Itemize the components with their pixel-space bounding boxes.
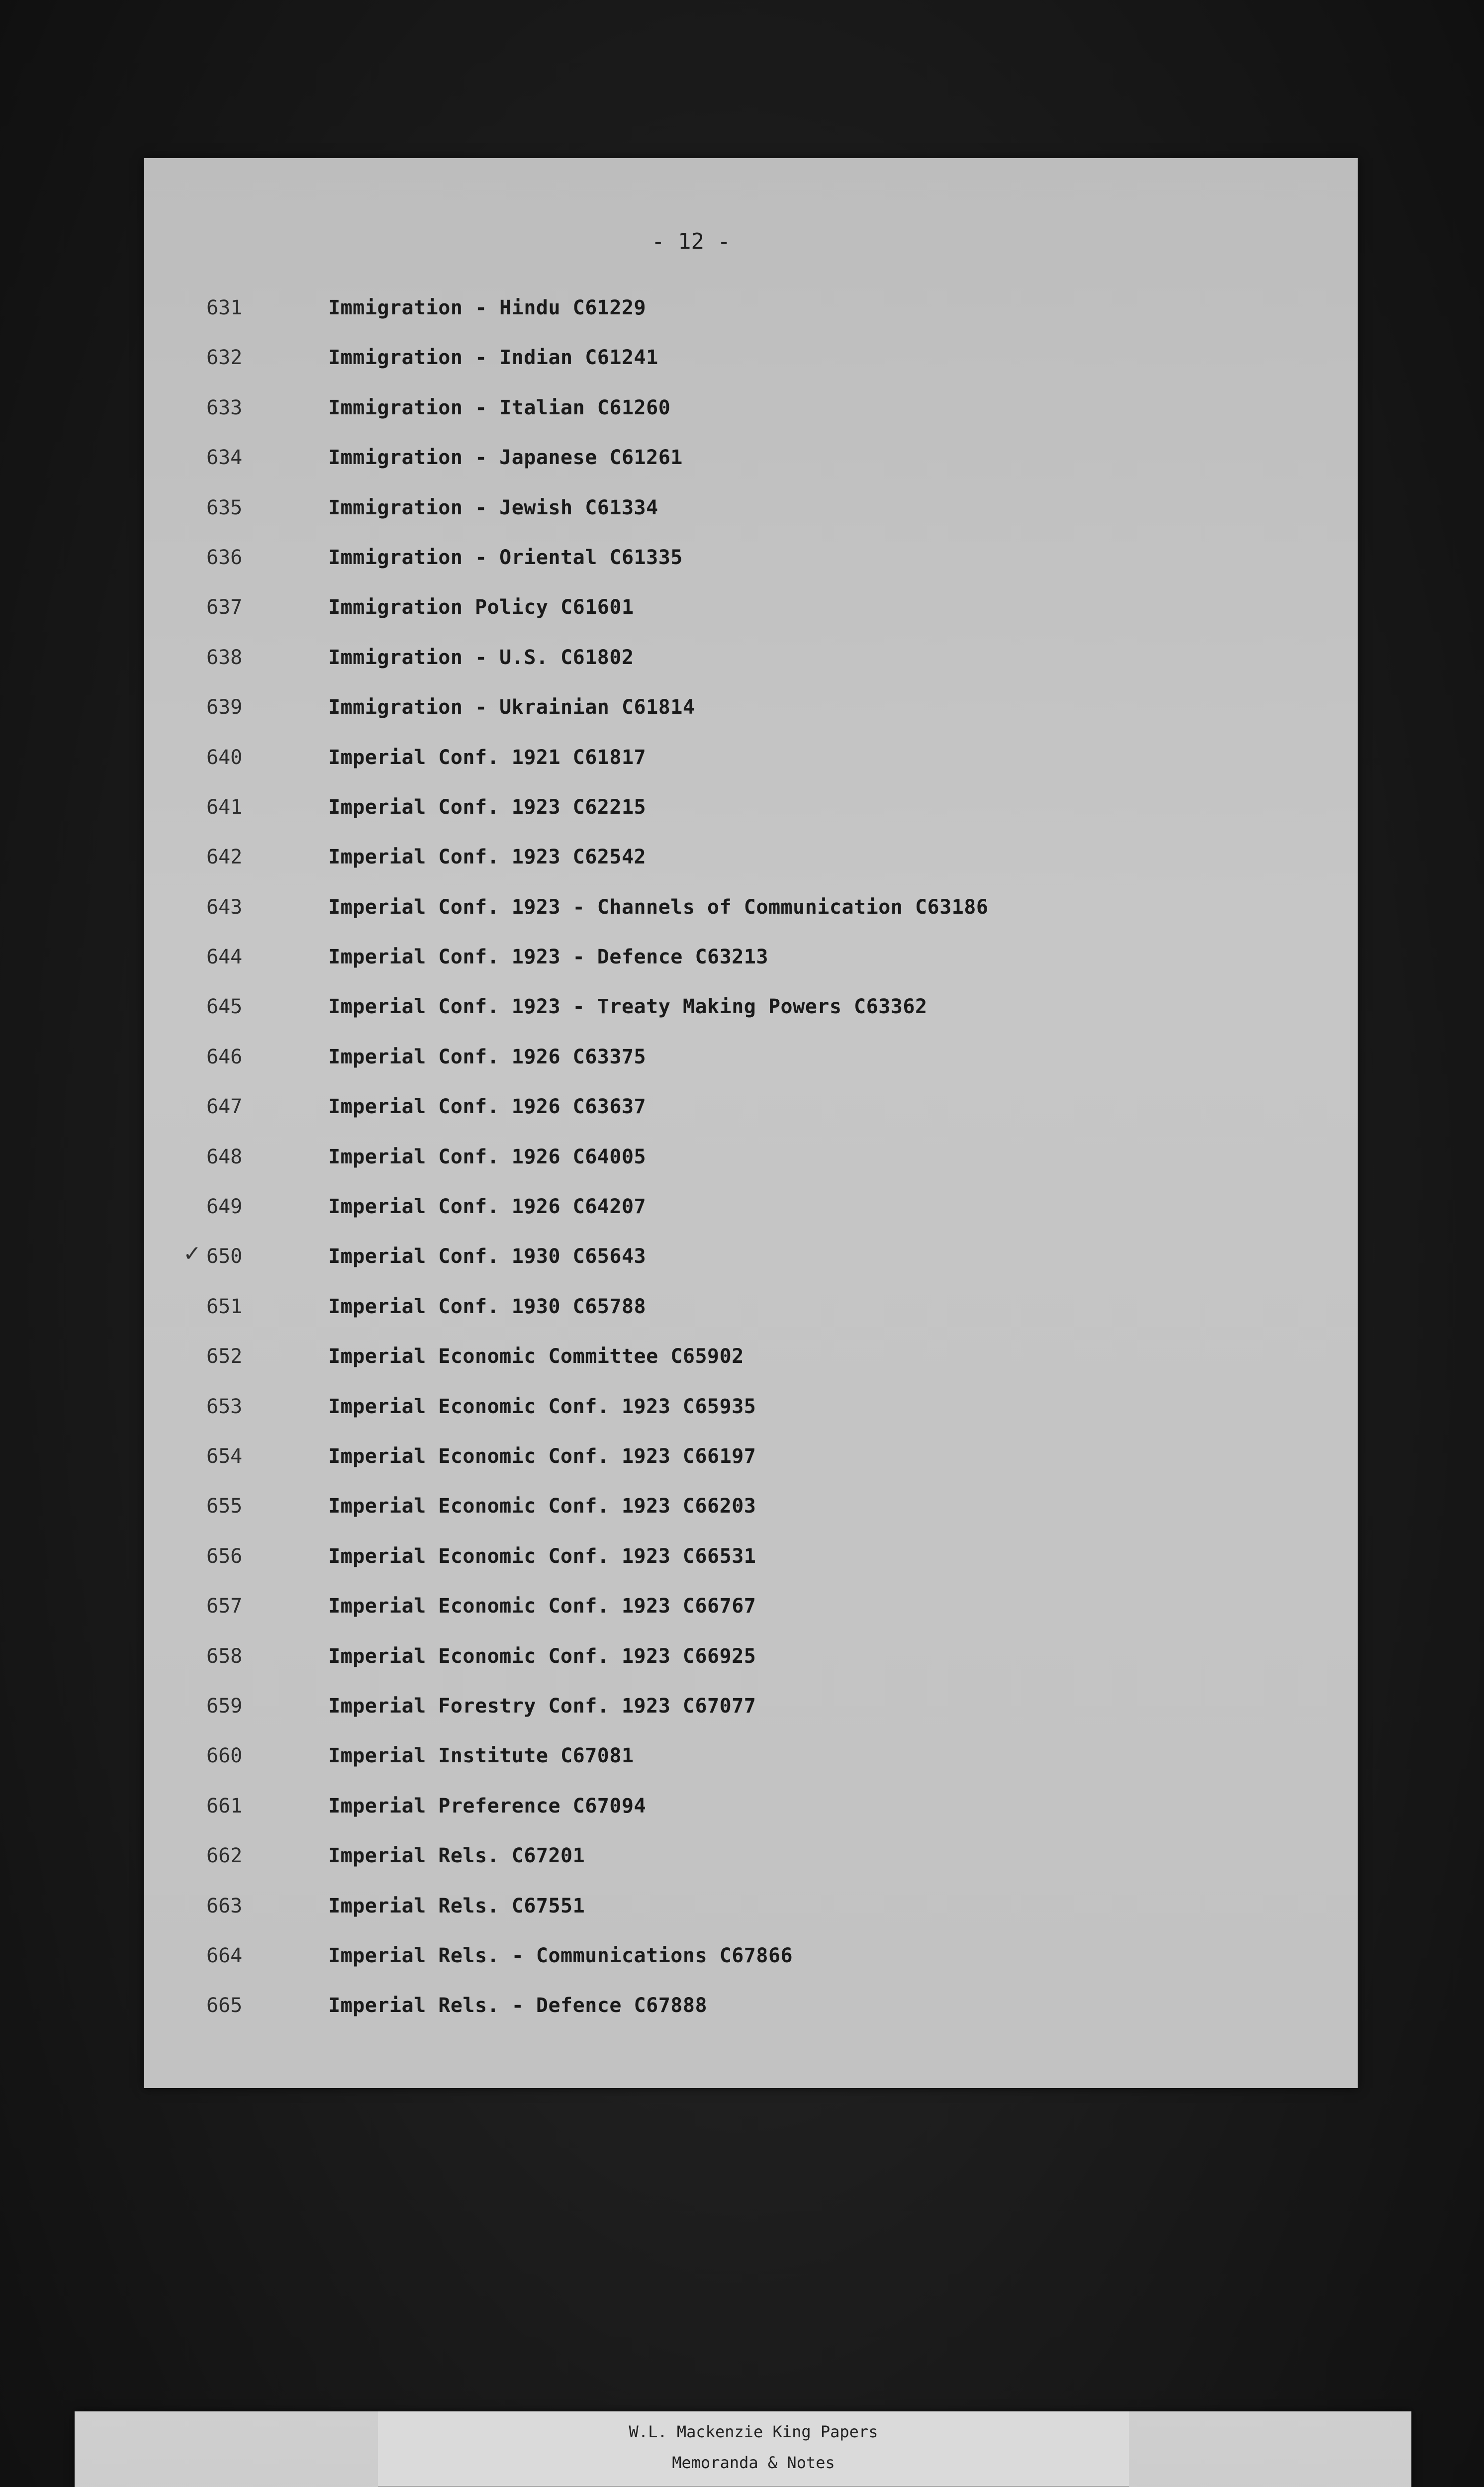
entry-number: 642 xyxy=(206,846,243,869)
entry-text: Imperial Economic Conf. 1923 C66925 xyxy=(328,1644,756,1668)
entry-number: 664 xyxy=(206,1944,243,1967)
entry-text: Imperial Economic Committee C65902 xyxy=(328,1345,744,1368)
entry-text: Imperial Conf. 1926 C64005 xyxy=(328,1145,647,1168)
archives-label-card xyxy=(75,2411,1411,2487)
entry-number: 632 xyxy=(206,346,243,370)
check-mark-icon: ✓ xyxy=(183,1241,201,1267)
list-item xyxy=(144,841,1358,890)
entry-number: 652 xyxy=(206,1345,243,1368)
entry-text: Imperial Conf. 1921 C61817 xyxy=(328,746,647,769)
list-item xyxy=(144,1590,1358,1639)
list-item xyxy=(144,891,1358,941)
entry-number: 662 xyxy=(206,1844,243,1868)
entry-text: Imperial Rels. - Communications C67866 xyxy=(328,1944,793,1967)
entry-number: 631 xyxy=(206,296,243,319)
entry-number: 640 xyxy=(206,746,243,769)
list-item xyxy=(144,1690,1358,1739)
list-item xyxy=(144,741,1358,791)
entry-text: Imperial Conf. 1930 C65643 xyxy=(328,1245,647,1268)
entry-text: Imperial Economic Conf. 1923 C66197 xyxy=(328,1444,756,1468)
list-item xyxy=(144,1240,1358,1290)
entry-text: Imperial Conf. 1923 - Treaty Making Powers C63362 xyxy=(328,995,928,1019)
list-item xyxy=(144,341,1358,391)
entry-text: Immigration - Ukrainian C61814 xyxy=(328,696,695,719)
list-item xyxy=(144,441,1358,491)
entry-text: Imperial Rels. C67201 xyxy=(328,1844,585,1868)
entry-text: Immigration - Jewish C61334 xyxy=(328,496,658,519)
entry-text: Imperial Conf. 1923 C62542 xyxy=(328,846,647,869)
entry-text: Imperial Economic Conf. 1923 C66767 xyxy=(328,1595,756,1618)
entry-number: 657 xyxy=(206,1595,243,1618)
entry-number: 648 xyxy=(206,1145,243,1168)
series-name: Memoranda & Notes xyxy=(672,2453,835,2472)
entry-text: Immigration - Indian C61241 xyxy=(328,346,658,370)
entry-number: 646 xyxy=(206,1045,243,1068)
entry-text: Imperial Institute C67081 xyxy=(328,1744,634,1768)
entry-number: 643 xyxy=(206,895,243,919)
entry-number: 663 xyxy=(206,1894,243,1917)
entry-text: Imperial Economic Conf. 1923 C66531 xyxy=(328,1544,756,1568)
list-item xyxy=(144,1141,1358,1190)
list-item xyxy=(144,1490,1358,1539)
entry-number: 635 xyxy=(206,496,243,519)
entry-number: 637 xyxy=(206,596,243,619)
entry-text: Immigration - Italian C61260 xyxy=(328,396,671,419)
entry-text: Imperial Conf. 1926 C63375 xyxy=(328,1045,647,1068)
list-item xyxy=(144,491,1358,541)
list-item xyxy=(144,1290,1358,1340)
list-item xyxy=(144,591,1358,641)
entry-number: 633 xyxy=(206,396,243,419)
entry-number: 658 xyxy=(206,1644,243,1668)
entry-number: 660 xyxy=(206,1744,243,1768)
entry-number: 655 xyxy=(206,1495,243,1518)
entry-number: 634 xyxy=(206,446,243,470)
entry-text: Imperial Economic Conf. 1923 C65935 xyxy=(328,1395,756,1418)
list-item xyxy=(144,291,1358,341)
entry-text: Imperial Conf. 1926 C64207 xyxy=(328,1195,647,1219)
list-item xyxy=(144,791,1358,841)
entry-number: 649 xyxy=(206,1195,243,1219)
entry-number: 651 xyxy=(206,1295,243,1318)
list-item xyxy=(144,1340,1358,1390)
page-number: - 12 - xyxy=(651,229,731,254)
list-item xyxy=(144,941,1358,990)
entry-text: Imperial Forestry Conf. 1923 C67077 xyxy=(328,1694,756,1718)
list-item xyxy=(144,1090,1358,1140)
entry-number: 656 xyxy=(206,1544,243,1568)
entry-text: Imperial Conf. 1923 C62215 xyxy=(328,795,647,819)
entry-number: 641 xyxy=(206,795,243,819)
list-item xyxy=(144,1640,1358,1690)
list-item xyxy=(144,1041,1358,1090)
list-item xyxy=(144,541,1358,591)
collection-slip xyxy=(378,2411,1129,2487)
entry-text: Imperial Economic Conf. 1923 C66203 xyxy=(328,1495,756,1518)
list-item xyxy=(144,391,1358,441)
entry-number: 636 xyxy=(206,546,243,569)
entry-text: Imperial Conf. 1923 - Channels of Communication C63186 xyxy=(328,895,989,919)
entry-text: Imperial Conf. 1926 C63637 xyxy=(328,1095,647,1119)
entry-text: Immigration Policy C61601 xyxy=(328,596,634,619)
entry-text: Immigration - U.S. C61802 xyxy=(328,646,634,669)
entry-number: 665 xyxy=(206,1994,243,2017)
entry-number: 661 xyxy=(206,1794,243,1817)
entry-text: Imperial Conf. 1930 C65788 xyxy=(328,1295,647,1318)
typed-index-page xyxy=(144,158,1358,2088)
entry-number: 639 xyxy=(206,696,243,719)
entry-number: 638 xyxy=(206,646,243,669)
list-item xyxy=(144,1890,1358,1939)
list-item xyxy=(144,691,1358,741)
list-item xyxy=(144,1790,1358,1839)
list-item xyxy=(144,1390,1358,1440)
entry-text: Immigration - Oriental C61335 xyxy=(328,546,683,569)
entry-text: Immigration - Japanese C61261 xyxy=(328,446,683,470)
entry-text: Imperial Rels. - Defence C67888 xyxy=(328,1994,708,2017)
entry-number: 659 xyxy=(206,1694,243,1718)
list-item xyxy=(144,1739,1358,1789)
list-item xyxy=(144,1939,1358,1989)
entry-number: 654 xyxy=(206,1444,243,1468)
entry-number: 645 xyxy=(206,995,243,1019)
list-item xyxy=(144,641,1358,691)
list-item xyxy=(144,1540,1358,1590)
list-item xyxy=(144,1190,1358,1240)
entry-text: Imperial Rels. C67551 xyxy=(328,1894,585,1917)
list-item xyxy=(144,1989,1358,2039)
entry-number: 644 xyxy=(206,946,243,969)
entry-number: 647 xyxy=(206,1095,243,1119)
entry-text: Imperial Conf. 1923 - Defence C63213 xyxy=(328,946,768,969)
list-item xyxy=(144,1440,1358,1490)
collection-name: W.L. Mackenzie King Papers xyxy=(629,2422,878,2441)
entry-number: 653 xyxy=(206,1395,243,1418)
list-item xyxy=(144,990,1358,1040)
entry-text: Immigration - Hindu C61229 xyxy=(328,296,647,319)
list-item xyxy=(144,1839,1358,1889)
entry-number: 650 xyxy=(206,1245,243,1268)
entry-list xyxy=(144,291,1358,2039)
entry-text: Imperial Preference C67094 xyxy=(328,1794,647,1817)
